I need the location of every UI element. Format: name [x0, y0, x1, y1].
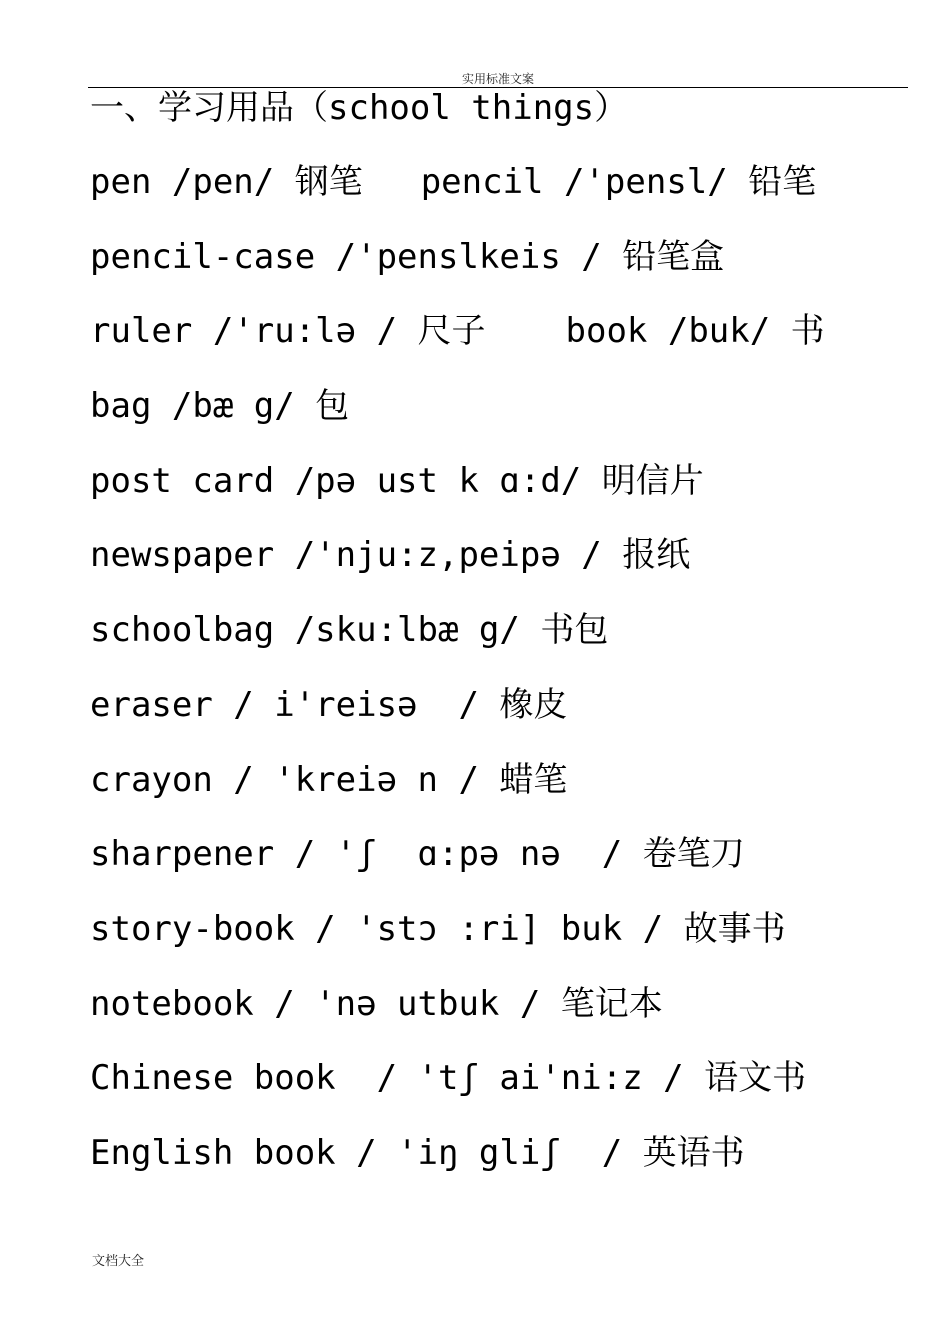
vocab-line [90, 459, 825, 534]
vocab-list [90, 160, 825, 1206]
page-footer: 文档大全 [92, 1254, 145, 1269]
vocab-line [90, 1056, 825, 1131]
vocab-entry: Chinese book / 'tʃ ai'ni:z / 语文书 [90, 1058, 807, 1099]
vocab-entry: story-book / 'stɔ :ri] buk / 故事书 [90, 908, 786, 949]
vocab-entry: pencil /'pensl/ 铅笔 [420, 162, 817, 202]
vocab-entry: ruler /'ru:lə / 尺子 [90, 311, 486, 352]
vocab-entry: pen /pen/ 钢笔 [90, 162, 363, 202]
vocab-line [90, 160, 825, 235]
vocab-line [90, 758, 825, 833]
vocab-entry: newspaper /'nju:z,peipə / 报纸 [90, 535, 691, 576]
vocab-line [90, 982, 825, 1057]
vocab-line [90, 683, 825, 758]
vocab-entry: English book / 'iŋ gliʃ / 英语书 [90, 1132, 745, 1173]
vocab-line [90, 907, 825, 982]
vocab-line [90, 1131, 825, 1206]
vocab-line [90, 309, 825, 384]
vocab-entry: book /buk/ 书 [565, 311, 825, 352]
vocab-entry: notebook / 'nə utbuk / 笔记本 [90, 983, 663, 1024]
vocab-entry: crayon / 'kreiə n / 蜡笔 [90, 759, 568, 800]
vocab-entry: bag /bæ g/ 包 [90, 386, 350, 427]
vocab-entry: schoolbag /sku:lbæ g/ 书包 [90, 610, 609, 651]
vocab-entry: eraser / i'reisə / 橡皮 [90, 684, 568, 725]
page-header: 实用标准文案 [461, 72, 534, 86]
vocab-entry: pencil-case /'penslkeis / 铅笔盒 [90, 236, 725, 277]
section-title: 一、学习用品（school things） [90, 88, 629, 128]
vocab-entry: post card /pə ust k ɑ:d/ 明信片 [90, 460, 704, 501]
vocab-line [90, 384, 825, 459]
vocab-line [90, 533, 825, 608]
vocab-line [90, 608, 825, 683]
vocab-line [90, 235, 825, 310]
vocab-entry: sharpener / 'ʃ ɑ:pə nə / 卷笔刀 [90, 834, 745, 875]
vocab-line [90, 832, 825, 907]
